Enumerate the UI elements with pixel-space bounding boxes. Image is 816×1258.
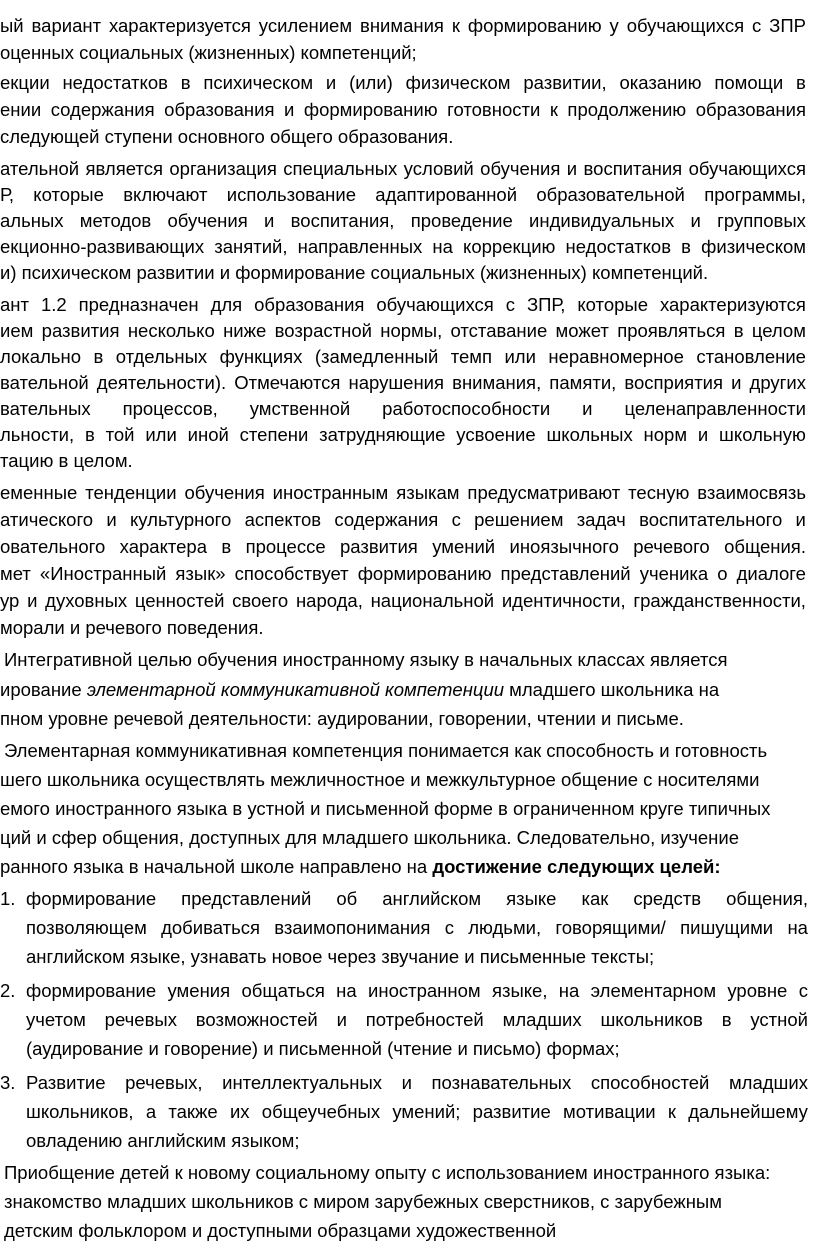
p3-line-4-word: занятий, xyxy=(214,236,288,257)
p3-line-2-word: программы, xyxy=(704,184,806,205)
p3-line-3-word: и xyxy=(690,210,701,231)
goal-3-line-2-word: дальнейшему xyxy=(688,1101,808,1122)
p3-line-2-word: Р, xyxy=(0,184,14,205)
p5-line-3-word: умений xyxy=(432,536,496,557)
p4-line-4-word: нарушения xyxy=(348,372,445,393)
p4-line-4-word: других xyxy=(749,372,806,393)
p6-line-1: Интегративной целью обучения иностранному языку в начальных классах является xyxy=(4,649,728,670)
p7-line-1: Элементарная коммуникативная компетенция понимается как способность и готовность xyxy=(4,740,768,761)
p4-line-4 xyxy=(0,370,806,396)
p4-line-6-word: льности, xyxy=(0,424,75,445)
p1-line-1-word: внимания xyxy=(359,15,444,36)
p2-line-1-word: физическом xyxy=(405,72,511,93)
p6-line-3: пном уровне речевой деятельности: аудировании, говорении, чтении и письме. xyxy=(0,708,684,729)
p5-line-5-word: ценностей xyxy=(134,590,225,611)
p4-line-3 xyxy=(0,344,806,370)
goals-heading: достижение следующих целей: xyxy=(432,856,721,877)
p4-line-6-word: школьных xyxy=(546,424,633,445)
p4-line-6-word: и xyxy=(697,424,709,445)
goal-3-line-1-word: речевых, xyxy=(125,1072,203,1093)
p2-line-2-word: содержания xyxy=(50,99,155,120)
p3-line-4-word: на xyxy=(432,236,453,257)
goal-3-line-2-word: школьников, xyxy=(26,1101,134,1122)
p4-line-6-word: иной xyxy=(187,424,229,445)
p6-line-2-start: ирование xyxy=(0,679,87,700)
p3-line-1-word: обучающихся xyxy=(688,158,806,179)
p4-line-3-word: становление xyxy=(696,346,806,367)
p7-line-3: емого иностранного языка в устной и письменной форме в ограниченном круге типичных xyxy=(0,798,771,819)
p3-line-1-word: воспитания xyxy=(583,158,683,179)
p4-line-1-word: характеризуются xyxy=(659,294,806,315)
p2-line-2-word: готовности xyxy=(447,99,541,120)
p3-line-4-word: физическом xyxy=(701,236,806,257)
p4-line-4-word: деятельности). xyxy=(96,372,227,393)
p5-line-2-word: задач xyxy=(576,509,626,530)
goal-3-line-2-word: общеучебных xyxy=(261,1101,381,1122)
goal-2-line-1-word: умения xyxy=(167,980,231,1001)
p3-line-5: и) психическом развитии и формирование социальных (жизненных) компетенций. xyxy=(0,262,709,283)
goal-3-line-1-word: интеллектуальных xyxy=(222,1072,382,1093)
p5-line-1-word: тенденции xyxy=(85,482,177,503)
goal-2-line-2-word: возможностей xyxy=(195,1009,318,1030)
p3-line-1-word: организация xyxy=(169,158,277,179)
p3-line-3-word: обучения xyxy=(167,210,248,231)
p7-line-2: шего школьника осуществлять межличностное и межкультурное общение с носителями xyxy=(0,769,760,790)
p3-line-1-word: специальных xyxy=(283,158,398,179)
p4-line-1-word: с xyxy=(505,294,515,315)
goal-3-line-2-word: их xyxy=(229,1101,250,1122)
p4-line-3-word: отдельных xyxy=(115,346,208,367)
p4-line-1-word: ант xyxy=(0,294,29,315)
p5-line-6: морали и речевого поведения. xyxy=(0,617,264,638)
p5-line-2-word: культурного xyxy=(130,509,232,530)
p4-line-2-word: возрастной xyxy=(274,320,372,341)
goal-1-line-1-word: общения, xyxy=(726,888,808,909)
p5-line-2-word: аспектов xyxy=(244,509,322,530)
goal-3-line-2 xyxy=(26,1099,808,1125)
p3-line-2-word: образовательной xyxy=(536,184,685,205)
p3-line-1-word: является xyxy=(85,158,163,179)
goal-3-line-1-word: и xyxy=(401,1072,412,1093)
p1-line-1-word: у xyxy=(609,15,619,36)
p5-line-2-word: атического xyxy=(0,509,94,530)
p4-line-4-word: и xyxy=(731,372,742,393)
p5-line-2-word: решением xyxy=(474,509,564,530)
goal-2-line-1-word: на xyxy=(558,980,580,1001)
p2-line-2-word: образования xyxy=(695,99,806,120)
p5-line-3 xyxy=(0,534,806,560)
tail-line-2: знакомство младших школьников с миром зарубежных сверстников, с зарубежным xyxy=(4,1191,722,1212)
goal-2-number: 2. xyxy=(0,980,16,1001)
p4-line-6-word: в xyxy=(84,424,95,445)
goal-1-line-1-word: языке xyxy=(506,888,557,909)
goal-1-line-1-word: как xyxy=(581,888,609,909)
goal-2-line-1 xyxy=(26,978,808,1004)
p1-line-1-word: усилением xyxy=(258,15,353,36)
goal-3-line-1-word: способностей xyxy=(590,1072,710,1093)
p3-line-4-word: екционно-развивающих xyxy=(0,236,205,257)
p5-line-5-word: национальной xyxy=(370,590,495,611)
p3-line-2-word: использование xyxy=(226,184,356,205)
p5-line-4-word: способствует xyxy=(234,563,349,584)
p4-line-3-word: или xyxy=(504,346,536,367)
p2-line-2 xyxy=(0,97,806,123)
tail-line-1: Приобщение детей к новому социальному опыту с использованием иностранного языка: xyxy=(4,1162,771,1183)
p4-line-4-word: памяти, xyxy=(549,372,617,393)
p4-line-2-word: отставание xyxy=(450,320,548,341)
tail-line-3: детским фольклором и доступными образцами художественной xyxy=(4,1220,557,1241)
goal-1-line-2-word: с xyxy=(444,917,454,938)
p3-line-2 xyxy=(0,182,806,208)
p4-line-2-word: может xyxy=(555,320,609,341)
goal-2-line-1-word: общаться xyxy=(241,980,325,1001)
p4-line-6-word: норм xyxy=(643,424,688,445)
goal-1-line-2-word: на xyxy=(787,917,808,938)
p4-line-2 xyxy=(0,318,806,344)
p2-line-1-word: недостатков xyxy=(62,72,168,93)
p2-line-1-word: екции xyxy=(0,72,50,93)
p1-line-2: оценных социальных (жизненных) компетенций; xyxy=(0,42,417,63)
p3-line-4-word: коррекцию xyxy=(463,236,556,257)
p4-line-1-word: обучающихся xyxy=(376,294,494,315)
p5-line-4-word: мет xyxy=(0,563,31,584)
p1-line-1-word: ый xyxy=(0,15,24,36)
goal-3-line-1-word: познавательных xyxy=(431,1072,572,1093)
p5-line-5 xyxy=(0,588,806,614)
p5-line-2-word: и xyxy=(795,509,806,530)
p5-line-5-word: народа, xyxy=(295,590,363,611)
p5-line-2-word: с xyxy=(451,509,461,530)
p3-line-1-word: ательной xyxy=(0,158,80,179)
p5-line-4-word: о xyxy=(717,563,728,584)
p5-line-5-word: ур xyxy=(0,590,20,611)
p2-line-2-word: формированию xyxy=(303,99,438,120)
goal-1-line-1-word: средств xyxy=(633,888,702,909)
p5-line-4-word: «Иностранный xyxy=(39,563,167,584)
p6-emphasis: элементарной коммуникативной компетенции xyxy=(86,679,505,700)
goal-1-line-3: английском языке, узнавать новое через звучание и письменные тексты; xyxy=(26,946,655,967)
p1-line-1 xyxy=(0,13,806,39)
p4-line-1-word: 1.2 xyxy=(40,294,67,315)
goal-2-line-1-word: языке, xyxy=(491,980,548,1001)
p5-line-4-word: формированию xyxy=(357,563,492,584)
p4-line-6-word: затрудняющие xyxy=(319,424,446,445)
p5-line-3-word: в xyxy=(221,536,232,557)
p4-line-6-word: школьную xyxy=(719,424,806,445)
goal-1-line-1 xyxy=(26,886,808,912)
p4-line-2-word: ием xyxy=(0,320,34,341)
p2-line-1-word: и xyxy=(325,72,337,93)
p3-line-1-word: и xyxy=(566,158,578,179)
goal-3-line-3: овладению английским языком; xyxy=(26,1130,300,1151)
p4-line-5-word: умственной xyxy=(249,398,351,419)
goal-2-line-2-word: потребностей xyxy=(365,1009,484,1030)
goal-2-line-1-word: уровне xyxy=(727,980,788,1001)
p2-line-1-word: (или) xyxy=(349,72,393,93)
p3-line-1 xyxy=(0,156,806,182)
p5-line-3-word: характера xyxy=(119,536,208,557)
p3-line-3-word: альных xyxy=(0,210,64,231)
p4-line-2-word: нормы, xyxy=(380,320,443,341)
p4-line-5-word: и xyxy=(582,398,593,419)
p5-line-2-word: и xyxy=(106,509,117,530)
p4-line-2-word: несколько xyxy=(127,320,215,341)
p4-line-5-word: вательных xyxy=(0,398,91,419)
p4-line-5 xyxy=(0,396,806,422)
goal-3-line-1-word: Развитие xyxy=(26,1072,106,1093)
p5-line-2-word: содержания xyxy=(334,509,439,530)
p5-line-3-word: процессе xyxy=(245,536,326,557)
p5-line-1-word: тесную xyxy=(628,482,690,503)
goal-2-line-2-word: речевых xyxy=(104,1009,177,1030)
p3-line-3-word: групповых xyxy=(717,210,806,231)
p4-line-4-word: внимания, xyxy=(452,372,542,393)
goal-2-line-2 xyxy=(26,1007,808,1033)
p2-line-1-word: психическом xyxy=(203,72,314,93)
p4-line-6-word: или xyxy=(145,424,177,445)
p4-line-1-word: для xyxy=(210,294,243,315)
p3-line-4-word: недостатков xyxy=(565,236,672,257)
goal-3-line-2-word: к xyxy=(667,1101,676,1122)
p2-line-1-word: в xyxy=(796,72,806,93)
p4-line-4-word: вательной xyxy=(0,372,89,393)
p3-line-3 xyxy=(0,208,806,234)
goal-2-line-3: (аудирование и говорение) и письменной (чтение и письмо) формах; xyxy=(26,1038,620,1059)
goal-1-line-2-word: добиваться xyxy=(161,917,260,938)
goal-1-line-2-word: говорящими/ xyxy=(555,917,666,938)
p1-line-1-word: с xyxy=(752,15,762,36)
p3-line-3-word: и xyxy=(264,210,275,231)
p4-line-6-word: усвоение xyxy=(456,424,536,445)
goal-2-line-2-word: в xyxy=(721,1009,732,1030)
p5-line-3-word: развития xyxy=(339,536,418,557)
goal-2-line-1-word: формирование xyxy=(26,980,157,1001)
p4-line-5-word: работоспособности xyxy=(382,398,551,419)
p1-line-1-word: к xyxy=(451,15,460,36)
p5-line-1 xyxy=(0,480,806,506)
p4-line-1-word: которые xyxy=(577,294,648,315)
p2-line-1-word: оказанию xyxy=(619,72,702,93)
p4-line-5-word: целенаправленности xyxy=(624,398,806,419)
p5-line-5-word: идентичности, xyxy=(501,590,626,611)
p5-line-2-word: воспитательного xyxy=(639,509,783,530)
goal-3-line-2-word: умений; xyxy=(392,1101,461,1122)
p4-line-2-word: целом xyxy=(751,320,806,341)
p4-line-1-word: ЗПР, xyxy=(526,294,566,315)
p4-line-4-word: восприятия xyxy=(624,372,724,393)
goal-3-line-2-word: а xyxy=(145,1101,157,1122)
goal-2-line-2-word: школьников xyxy=(600,1009,703,1030)
p4-line-1-word: предназначен xyxy=(78,294,199,315)
p2-line-2-word: продолжению xyxy=(567,99,687,120)
p4-line-3-word: в xyxy=(93,346,104,367)
p5-line-5-word: своего xyxy=(232,590,289,611)
p5-line-1-word: предусматривают xyxy=(467,482,621,503)
p4-line-3-word: (замедленный xyxy=(314,346,439,367)
p2-line-1-word: развитии, xyxy=(523,72,607,93)
p2-line-1 xyxy=(0,70,806,96)
p7-line-5 xyxy=(0,854,721,880)
p1-line-1-word: вариант xyxy=(31,15,102,36)
p5-line-1-word: обучения xyxy=(184,482,265,503)
p4-line-6-word: той xyxy=(105,424,135,445)
p3-line-4 xyxy=(0,234,806,260)
p3-line-3-word: методов xyxy=(79,210,152,231)
p5-line-4-word: ученика xyxy=(639,563,709,584)
goal-1-line-2 xyxy=(26,915,808,941)
p1-line-1-word: формированию xyxy=(467,15,602,36)
p3-line-3-word: индивидуальных xyxy=(529,210,675,231)
p5-line-5-word: и xyxy=(27,590,38,611)
goal-1-line-1-word: английском xyxy=(382,888,482,909)
goal-2-line-2-word: устной xyxy=(750,1009,808,1030)
p1-line-1-word: обучающихся xyxy=(626,15,745,36)
p5-line-3-word: иноязычного xyxy=(509,536,619,557)
goal-2-line-1-word: на xyxy=(336,980,357,1001)
goal-1-number: 1. xyxy=(0,888,16,909)
p4-line-5-word: процессов, xyxy=(122,398,218,419)
goal-3-number: 3. xyxy=(0,1072,16,1093)
p7-line-5-start: ранного языка в начальной школе направлено на xyxy=(0,856,433,877)
p4-line-7: тацию в целом. xyxy=(0,450,133,471)
goal-2-line-1-word: иностранном xyxy=(368,980,481,1001)
p5-line-1-word: еменные xyxy=(0,482,78,503)
p3-line-3-word: проведение xyxy=(410,210,513,231)
p4-line-2-word: проявляться xyxy=(617,320,726,341)
p5-line-4-word: представлений xyxy=(500,563,631,584)
p3-line-2-word: включают xyxy=(123,184,208,205)
p2-line-1-word: помощи xyxy=(714,72,784,93)
p5-line-4 xyxy=(0,561,806,587)
p4-line-1-word: образования xyxy=(254,294,365,315)
p2-line-1-word: в xyxy=(180,72,191,93)
p3-line-2-word: адаптированной xyxy=(375,184,518,205)
p4-line-2-word: ниже xyxy=(223,320,267,341)
p4-line-6-word: степени xyxy=(239,424,309,445)
p3-line-4-word: направленных xyxy=(297,236,423,257)
p5-line-1-word: взаимосвязь xyxy=(697,482,806,503)
p6-line-2-end: младшего школьника на xyxy=(504,679,720,700)
p3-line-2-word: которые xyxy=(33,184,104,205)
goal-2-line-1-word: элементарном xyxy=(590,980,717,1001)
p4-line-3-word: функциях xyxy=(219,346,303,367)
p6-line-2 xyxy=(0,677,719,703)
goal-1-line-1-word: об xyxy=(336,888,358,909)
goal-1-line-1-word: представлений xyxy=(181,888,312,909)
p2-line-2-word: к xyxy=(549,99,558,120)
goal-1-line-2-word: взаимопонимания xyxy=(274,917,431,938)
p4-line-1 xyxy=(0,292,806,318)
p3-line-4-word: в xyxy=(681,236,691,257)
p2-line-2-word: образования xyxy=(164,99,275,120)
p5-line-4-word: диалоге xyxy=(736,563,806,584)
p3-line-1-word: условий xyxy=(403,158,474,179)
p1-line-1-word: характеризуется xyxy=(108,15,251,36)
p1-line-1-word: ЗПР xyxy=(769,15,806,36)
p5-line-2 xyxy=(0,507,806,533)
p4-line-3-word: темп xyxy=(450,346,493,367)
goal-2-line-1-word: с xyxy=(798,980,808,1001)
p4-line-3-word: неравномерное xyxy=(548,346,684,367)
p5-line-5-word: духовных xyxy=(45,590,128,611)
p5-line-1-word: языкам xyxy=(396,482,460,503)
p5-line-3-word: речевого xyxy=(633,536,710,557)
p4-line-2-word: в xyxy=(733,320,744,341)
goal-2-line-2-word: и xyxy=(336,1009,347,1030)
p2-line-2-word: ении xyxy=(0,99,42,120)
goal-2-line-2-word: младших xyxy=(502,1009,582,1030)
p5-line-3-word: общения. xyxy=(724,536,806,557)
p4-line-2-word: развития xyxy=(41,320,120,341)
goal-1-line-2-word: пишущими xyxy=(680,917,774,938)
goal-1-line-2-word: позволяющем xyxy=(26,917,147,938)
p7-line-4: ций и сфер общения, доступных для младшего школьника. Следовательно, изучение xyxy=(0,827,740,848)
p2-line-2-word: и xyxy=(283,99,295,120)
goal-3-line-2-word: развитие xyxy=(472,1101,551,1122)
p4-line-3-word: локально xyxy=(0,346,82,367)
goal-3-line-2-word: мотивации xyxy=(563,1101,656,1122)
p3-line-3-word: воспитания, xyxy=(290,210,395,231)
p5-line-5-word: гражданственности, xyxy=(633,590,806,611)
goal-1-line-2-word: людьми, xyxy=(468,917,542,938)
goal-1-line-1-word: формирование xyxy=(26,888,157,909)
p5-line-1-word: иностранным xyxy=(272,482,389,503)
p3-line-1-word: обучения xyxy=(480,158,561,179)
goal-3-line-2-word: также xyxy=(168,1101,218,1122)
p4-line-6 xyxy=(0,422,806,448)
goal-3-line-1-word: младших xyxy=(728,1072,808,1093)
goal-2-line-2-word: учетом xyxy=(26,1009,86,1030)
p2-line-3: следующей ступени основного общего образования. xyxy=(0,126,454,147)
p5-line-3-word: овательного xyxy=(0,536,106,557)
p5-line-4-word: язык» xyxy=(175,563,226,584)
p4-line-4-word: Отмечаются xyxy=(234,372,341,393)
goal-3-line-1 xyxy=(26,1070,808,1096)
